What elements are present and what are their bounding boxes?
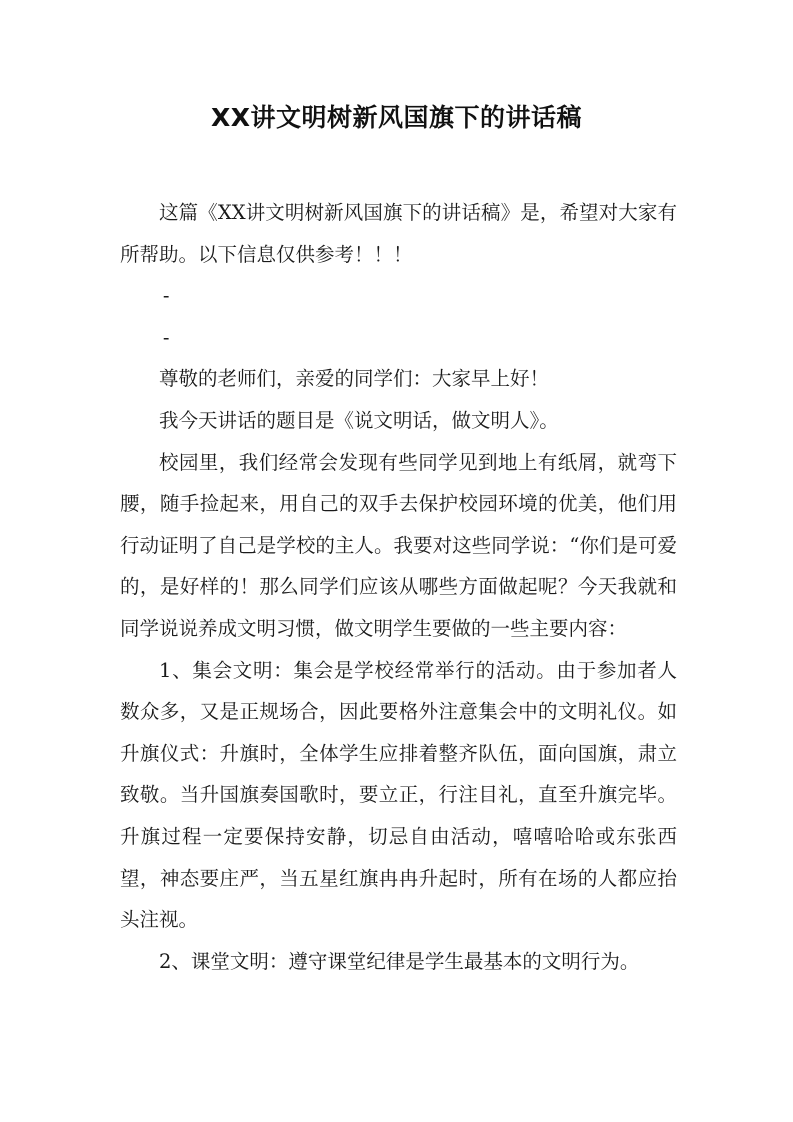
document-body: [120, 192, 677, 982]
document-title: XX讲文明树新风国旗下的讲话稿: [210, 103, 583, 132]
separator-dash: -: [162, 284, 170, 308]
classroom-civility-paragraph: 2、课堂文明：遵守课堂纪律是学生最基本的文明行为。: [159, 949, 640, 973]
separator-dash: -: [162, 325, 170, 349]
greeting-paragraph: 尊敬的老师们，亲爱的同学们：大家早上好！: [159, 367, 550, 391]
campus-paragraph: 校园里，我们经常会发现有些同学见到地上有纸屑，就弯下腰，随手捡起来，用自己的双手去保护校园环境的优美，他们用行动证明了自己是学校的主人。我要对这些同学说：“你们是可爱的，是好样的！那么同学们应该从哪些方面做起呢？今天我就和同学说说养成文明习惯，做文明学生要做的一些主要内容：: [120, 450, 677, 640]
topic-paragraph: 我今天讲话的题目是《说文明话，做文明人》。: [159, 408, 559, 432]
intro-paragraph: 这篇《XX讲文明树新风国旗下的讲话稿》是，希望对大家有所帮助。以下信息仅供参考！！！: [120, 201, 677, 266]
assembly-civility-paragraph: 1、集会文明：集会是学校经常举行的活动。由于参加者人数众多，又是正规场合，因此要格外注意集会中的文明礼仪。如升旗仪式：升旗时，全体学生应排着整齐队伍，面向国旗，肃立致敬。当升国旗奏国歌时，要立正，行注目礼，直至升旗完毕。升旗过程一定要保持安静，切忌自由活动，嘻嘻哈哈或东张西望，神态要庄严，当五星红旗冉冉升起时，所有在场的人都应抬头注视。: [120, 658, 677, 932]
